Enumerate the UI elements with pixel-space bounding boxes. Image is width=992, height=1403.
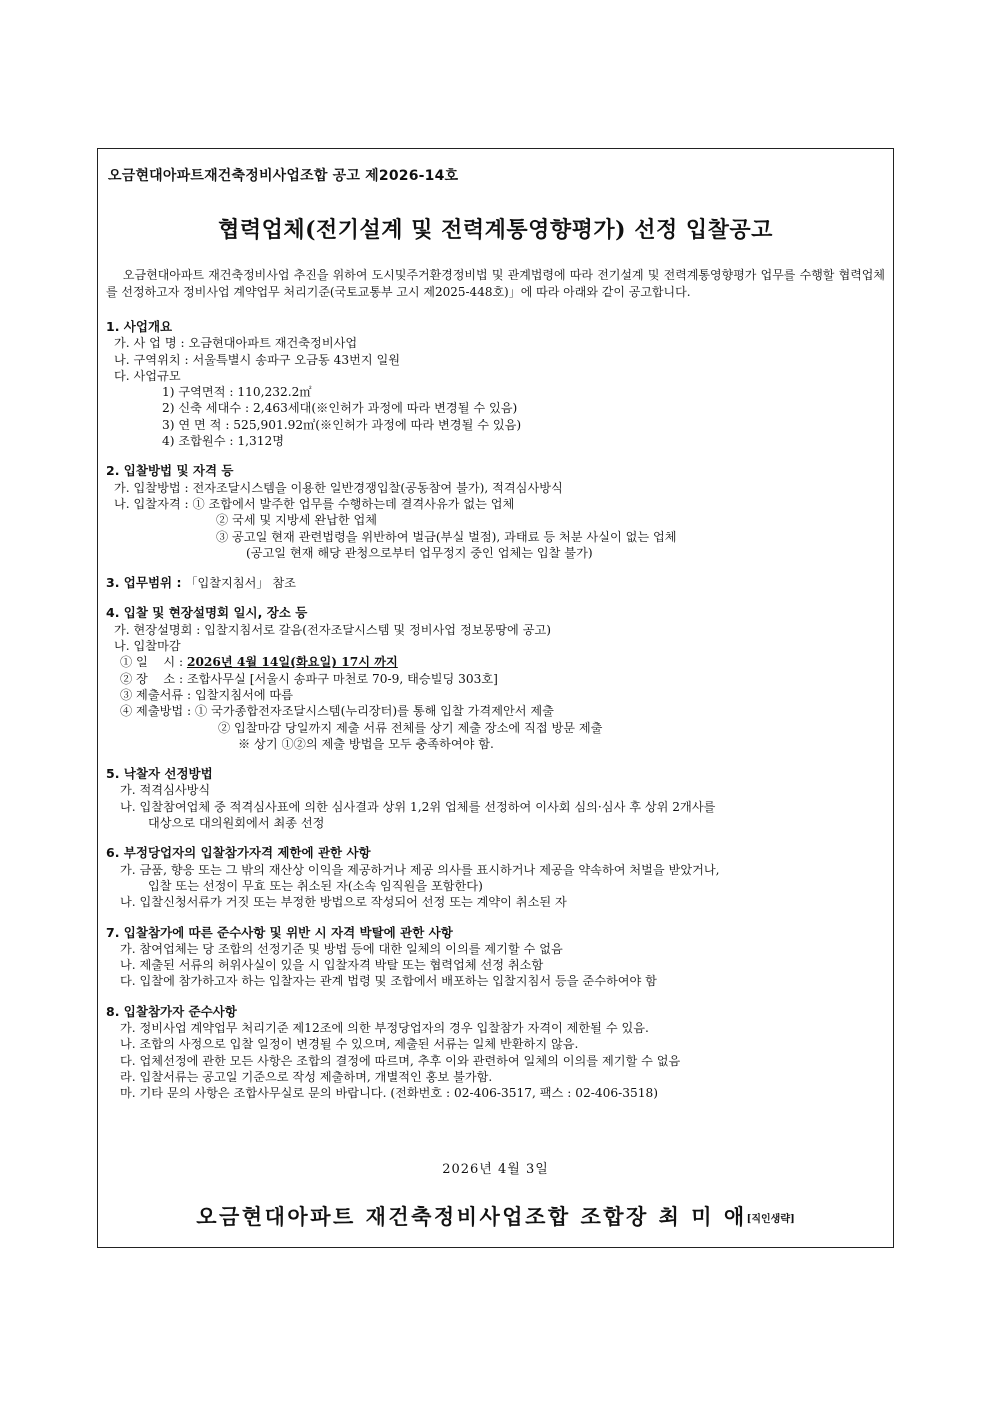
- list-item: 3) 연 면 적 : 525,901.92㎡(※인허가 과정에 따라 변경될 수 있음): [162, 417, 522, 432]
- deadline-value: 2026년 4월 14일(화요일) 17시 까지: [186, 655, 398, 670]
- section-business-overview: [106, 319, 887, 449]
- list-item: ② 장 소 : 조합사무실 [서울시 송파구 마천로 70-9, 태승빌딩 303호]: [120, 671, 498, 686]
- list-item: ③ 공고일 현재 관련법령을 위반하여 벌금(부실 벌점), 과태료 등 처분 사실이 없는 업체: [216, 529, 677, 544]
- list-item: 나. 입찰참여업체 중 적격심사표에 의한 심사결과 상위 1,2위 업체를 선정하여 이사회 심의·심사 후 상위 2개사를: [120, 799, 716, 814]
- list-item: 나. 제출된 서류의 허위사실이 있을 시 입찰자격 박탈 또는 협력업체 선정 취소함: [120, 958, 544, 973]
- list-item: ③ 제출서류 : 입찰지침서에 따름: [120, 687, 294, 702]
- list-item: 가. 현장설명회 : 입찰지침서로 갈음(전자조달시스템 및 정비사업 정보몽땅에 공고): [114, 622, 551, 637]
- list-item: 나. 입찰자격 : ① 조합에서 발주한 업무를 수행하는데 결격사유가 없는 업체: [114, 496, 515, 511]
- notice-date: 2026년 4월 3일: [442, 1162, 549, 1177]
- section-scope: [106, 575, 887, 591]
- section-heading: 7. 입찰참가에 따른 준수사항 및 위반 시 자격 박탈에 관한 사항: [106, 924, 453, 940]
- section-disqualification: [106, 845, 887, 910]
- list-item: 가. 적격심사방식: [120, 783, 211, 798]
- notice-body: [106, 319, 887, 1101]
- intro-text: 오금현대아파트 재건축정비사업 추진을 위하여 도시및주거환경정비법 및 관계법령에 따라 전기설계 및 전력계통영향평가 업무를 수행할 협력업체를 선정하고자 정비사업 계약업무 처리기준(국토교통부 고시 제2025-448호)」에 따라 아래와 같이 공고합니다.: [106, 268, 885, 299]
- section-selection-method: [106, 766, 887, 831]
- list-item: ※ 상기 ①②의 제출 방법을 모두 충족하여야 함.: [238, 736, 494, 751]
- section-compliance: [106, 925, 887, 990]
- section-bid-method: [106, 463, 887, 561]
- intro-paragraph: [106, 267, 885, 301]
- list-item: 다. 업체선정에 관한 모든 사항은 조합의 결정에 따르며, 추후 이와 관련하여 일체의 이의를 제기할 수 없음: [120, 1053, 681, 1068]
- list-item: 가. 참여업체는 당 조합의 선정기준 및 방법 등에 대한 일체의 이의를 제기할 수 없음: [120, 941, 563, 956]
- section-schedule: [106, 605, 887, 752]
- section-heading: 1. 사업개요: [106, 319, 173, 334]
- section-heading: 3. 업무범위 :: [106, 575, 182, 591]
- list-item: 나. 입찰신청서류가 거짓 또는 부정한 방법으로 작성되어 선정 또는 계약이 취소된 자: [120, 895, 567, 910]
- list-item: 가. 입찰방법 : 전자조달시스템을 이용한 일반경쟁입찰(공동참여 불가), 적격심사방식: [114, 480, 563, 495]
- list-item: 나. 입찰마감: [114, 639, 181, 654]
- section-bidder-rules: [106, 1004, 887, 1102]
- list-item: 대상으로 대의원회에서 최종 선정: [148, 816, 325, 831]
- section-heading: 4. 입찰 및 현장설명회 일시, 장소 등: [106, 605, 308, 621]
- list-item: 2) 신축 세대수 : 2,463세대(※인허가 과정에 따라 변경될 수 있음): [162, 401, 518, 416]
- list-item: 다. 입찰에 참가하고자 하는 입찰자는 관계 법령 및 조합에서 배포하는 입찰지침서 등을 준수하여야 함: [120, 974, 657, 989]
- list-item: ② 국세 및 지방세 완납한 업체: [216, 513, 378, 528]
- list-item: 다. 사업규모: [114, 368, 181, 383]
- deadline-label: ① 일 시 :: [120, 655, 184, 670]
- list-item: 마. 기타 문의 사항은 조합사무실로 문의 바랍니다. (전화번호 : 02-406-3517, 팩스 : 02-406-3518): [120, 1086, 658, 1101]
- section-heading: 2. 입찰방법 및 자격 등: [106, 463, 234, 479]
- deadline-row: [106, 654, 887, 670]
- list-item: (공고일 현재 해당 관청으로부터 업무정지 중인 업체는 입찰 불가): [246, 545, 593, 560]
- list-item: 4) 조합원수 : 1,312명: [162, 434, 284, 449]
- issuer-line: [98, 1201, 893, 1231]
- list-item: 가. 정비사업 계약업무 처리기준 제12조에 의한 부정당업자의 경우 입찰참가 자격이 제한될 수 있음.: [120, 1020, 649, 1035]
- list-item: 라. 입찰서류는 공고일 기준으로 작성 제출하며, 개별적인 홍보 불가함.: [120, 1069, 493, 1084]
- list-item: 가. 사 업 명 : 오금현대아파트 재건축정비사업: [114, 336, 358, 351]
- list-item: ④ 제출방법 : ① 국가종합전자조달시스템(누리장터)를 통해 입찰 가격제안서 제출: [120, 704, 554, 719]
- section-heading: 5. 낙찰자 선정방법: [106, 766, 213, 782]
- list-item: 나. 조합의 사정으로 입찰 일정이 변경될 수 있으며, 제출된 서류는 일체 반환하지 않음.: [120, 1037, 579, 1052]
- notice-document: [97, 148, 894, 1248]
- page-title: 협력업체(전기설계 및 전력계통영향평가) 선정 입찰공고: [218, 217, 773, 243]
- section-heading: 8. 입찰참가자 준수사항: [106, 1003, 237, 1019]
- notice-number: 오금현대아파트재건축정비사업조합 공고 제2026-14호: [108, 168, 459, 184]
- list-item: ② 입찰마감 당일까지 제출 서류 전체를 상기 제출 장소에 직접 방문 제출: [218, 720, 603, 735]
- list-item: 나. 구역위치 : 서울특별시 송파구 오금동 43번지 일원: [114, 352, 401, 367]
- section-heading: 6. 부정당업자의 입찰참가자격 제한에 관한 사항: [106, 845, 371, 861]
- list-item: 가. 금품, 향응 또는 그 밖의 재산상 이익을 제공하거나 제공 의사를 표시하거나 제공을 약속하여 처벌을 받았거나,: [120, 862, 720, 877]
- seal-note: [직인생략]: [746, 1214, 795, 1225]
- list-item: 1) 구역면적 : 110,232.2㎡: [162, 385, 312, 400]
- issuer-name: 오금현대아파트 재건축정비사업조합 조합장 최 미 애: [196, 1204, 747, 1229]
- scope-text: 「입찰지침서」 참조: [185, 576, 296, 591]
- list-item: 입찰 또는 선정이 무효 또는 취소된 자(소속 임직원을 포함한다): [148, 878, 483, 893]
